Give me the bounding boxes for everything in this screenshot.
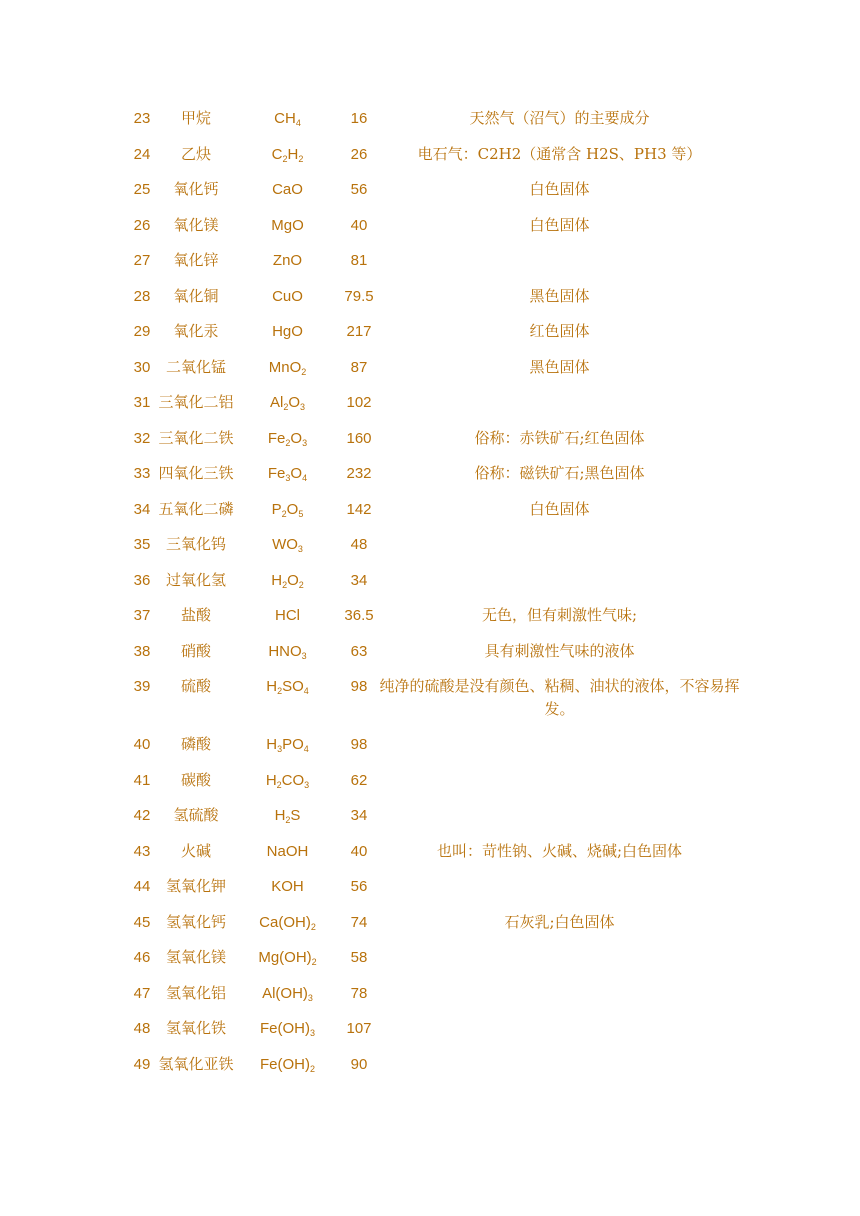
table-row [128,869,740,905]
formula-text: Fe(OH) [259,1020,310,1037]
formula-text: NaOH [266,842,309,860]
chemical-formula [236,675,339,698]
compound-note: 白色固体 [529,215,590,234]
table-row [128,940,740,976]
molar-mass: 98 [350,678,368,695]
formula-text: ZnO [272,252,303,269]
table-row [128,834,740,870]
compound-name: 氧化汞 [173,322,219,340]
chemical-formula [236,533,339,556]
row-number: 39 [133,678,151,695]
row-number: 23 [133,110,151,127]
compound-note: 白色固体 [529,499,590,518]
formula-subscript: 3 [297,544,303,554]
table-row [128,385,740,421]
compound-note: 石灰乳;白色固体 [504,912,615,931]
formula-text: CuO [272,287,303,305]
table-row [128,243,740,279]
chemical-formula [236,178,339,201]
formula-text: O [290,465,303,482]
molar-mass: 81 [350,252,368,269]
formula-subscript: 3 [300,402,306,412]
chemical-formula [236,911,339,934]
row-number: 26 [133,216,151,234]
compound-name: 火碱 [180,841,211,860]
formula-text: C [271,145,283,163]
molar-mass: 87 [350,358,368,376]
row-number: 34 [133,500,151,518]
table-row [128,727,740,763]
molar-mass: 26 [350,145,368,163]
compound-name: 氧化锌 [173,251,219,269]
formula-subscript: 3 [307,992,313,1003]
compound-note: 无色，但有刺激性气味; [481,606,638,624]
formula-subscript: 2 [311,957,317,967]
compound-note: 俗称：赤铁矿石;红色固体 [474,428,645,447]
chemical-formula [236,1053,339,1076]
formula-text: PO [282,736,304,753]
row-number: 45 [133,913,151,931]
row-number: 49 [133,1055,151,1073]
compound-name: 氧化镁 [173,215,219,234]
table-row [128,798,740,834]
table-row [128,314,740,350]
compound-name: 氢氧化铁 [165,1019,226,1037]
formula-text: CO [281,771,305,789]
row-number: 28 [133,287,151,305]
row-number: 32 [133,429,151,447]
chemical-formula [236,249,339,272]
chemical-formula [236,1017,339,1040]
formula-text: CH [274,110,296,127]
formula-text: H [265,771,277,789]
formula-text: O [288,394,300,411]
formula-subscript: 2 [310,921,316,932]
compound-name: 氧化钙 [173,180,219,198]
formula-subscript: 3 [302,437,308,448]
table-row [128,350,740,386]
compound-note: 天然气（沼气）的主要成分 [469,109,650,127]
formula-subscript: 2 [282,153,288,164]
formula-text: WO [272,536,298,553]
table-row [128,172,740,208]
formula-text: Fe [267,429,286,447]
row-number: 27 [133,252,151,269]
molar-mass: 74 [350,913,368,931]
compound-note: 黑色固体 [529,357,590,376]
formula-text: O [287,571,299,589]
compound-note: 俗称：磁铁矿石;黑色固体 [474,464,645,482]
compound-name: 三氧化钨 [165,535,226,553]
chemical-formula [236,214,339,237]
compound-name: 氢氧化镁 [165,948,226,966]
formula-subscript: 2 [281,508,287,519]
formula-subscript: 2 [309,1063,315,1074]
formula-subscript: 4 [303,686,309,696]
molar-mass: 78 [350,984,368,1002]
formula-text: Al(OH) [262,984,308,1002]
compound-name: 氢硫酸 [173,806,219,824]
chemical-formula [236,498,339,521]
compound-name: 氢氧化钾 [165,877,226,895]
row-number: 42 [133,807,151,824]
formula-subscript: 3 [304,779,310,790]
formula-text: SO [282,678,304,695]
table-row [128,101,740,137]
formula-text: HCl [275,607,300,624]
chemical-table [128,101,740,1082]
molar-mass: 36.5 [344,607,374,624]
formula-text: H [274,807,286,824]
molar-mass: 90 [350,1055,368,1073]
formula-subscript: 2 [298,153,304,164]
formula-text: HgO [272,323,303,340]
compound-note: 黑色固体 [529,286,590,305]
row-number: 25 [133,181,151,198]
formula-subscript: 3 [301,650,307,661]
molar-mass: 48 [350,536,368,553]
table-row [128,279,740,315]
molar-mass: 102 [346,394,372,411]
row-number: 41 [133,771,151,789]
chemical-formula [236,733,339,756]
molar-mass: 63 [350,642,368,660]
chemical-formula [236,604,339,627]
chemical-formula [236,391,339,414]
row-number: 48 [133,1020,151,1037]
molar-mass: 232 [346,465,372,482]
chemical-formula [236,320,339,343]
chemical-formula [236,143,339,166]
table-row [128,492,740,528]
compound-note: 具有刺激性气味的液体 [484,641,635,660]
compound-name: 三氧化二铝 [158,393,234,411]
molar-mass: 62 [350,771,368,789]
molar-mass: 142 [346,500,372,518]
chemical-formula [236,640,339,663]
formula-subscript: 2 [301,366,307,377]
table-row [128,1011,740,1047]
formula-text: MgO [271,216,304,234]
compound-name: 盐酸 [180,606,211,624]
molar-mass: 40 [350,842,368,860]
row-number: 40 [133,736,151,753]
compound-name: 乙炔 [180,144,211,163]
formula-text: P [271,500,282,518]
formula-subscript: 3 [285,473,291,483]
molar-mass: 16 [350,110,368,127]
chemical-formula [236,462,339,485]
formula-text: KOH [271,878,304,895]
table-row [128,421,740,457]
formula-subscript: 2 [285,437,291,448]
formula-text: H [271,571,283,589]
formula-text: Ca(OH) [259,913,311,931]
row-number: 30 [133,358,151,376]
row-number: 36 [133,571,151,589]
compound-name: 三氧化二铁 [158,428,234,447]
formula-subscript: 4 [303,744,309,754]
table-row [128,563,740,599]
table-row [128,456,740,492]
molar-mass: 34 [350,571,368,589]
chemical-formula [236,804,339,827]
row-number: 46 [133,949,151,966]
formula-subscript: 2 [298,579,304,590]
chemical-formula [236,107,339,130]
formula-text: Fe [267,465,286,482]
molar-mass: 79.5 [344,287,374,305]
table-row [128,1047,740,1083]
molar-mass: 58 [350,949,368,966]
formula-text: CaO [272,181,303,198]
table-row [128,905,740,941]
compound-name: 氢氧化亚铁 [158,1054,234,1073]
row-number: 43 [133,842,151,860]
table-row [128,669,740,727]
compound-name: 二氧化锰 [165,357,226,376]
formula-text: O [286,500,299,518]
molar-mass: 56 [350,181,368,198]
formula-text: Fe(OH) [259,1055,310,1073]
chemical-formula [236,946,339,969]
chemical-formula [236,769,339,792]
table-row [128,527,740,563]
table-row [128,634,740,670]
row-number: 35 [133,536,151,553]
chemical-formula [236,569,339,592]
compound-name: 硫酸 [180,677,211,695]
molar-mass: 34 [350,807,368,824]
chemical-formula [236,285,339,308]
formula-subscript: 3 [277,744,283,754]
compound-note: 纯净的硫酸是没有颜色、粘稠、油状的液体，不容易挥发。 [379,677,740,718]
formula-text: S [290,807,301,824]
molar-mass: 160 [346,429,372,447]
formula-text: HNO [268,642,302,660]
table-row [128,137,740,173]
chemical-formula [236,840,339,863]
compound-name: 氢氧化铝 [165,983,226,1002]
formula-text: O [290,429,303,447]
compound-name: 甲烷 [180,109,211,127]
row-number: 37 [133,607,151,624]
molar-mass: 98 [350,736,368,753]
formula-subscript: 2 [283,402,289,412]
formula-text: H [266,678,278,695]
row-number: 33 [133,465,151,482]
compound-note: 也叫：苛性钠、火碱、烧碱;白色固体 [436,841,683,860]
formula-subscript: 5 [298,508,304,519]
formula-subscript: 4 [295,118,301,128]
formula-subscript: 2 [277,686,283,696]
compound-name: 过氧化氢 [165,570,226,589]
chemical-formula [236,982,339,1005]
row-number: 44 [133,878,151,895]
chemical-formula [236,875,339,898]
formula-text: H [266,736,278,753]
row-number: 31 [133,394,151,411]
molar-mass: 217 [346,323,372,340]
chemical-formula [236,427,339,450]
compound-name: 五氧化二磷 [158,499,234,518]
molar-mass: 40 [350,216,368,234]
formula-text: Mg(OH) [258,949,312,966]
compound-note: 红色固体 [529,322,590,340]
compound-name: 磷酸 [180,735,211,753]
formula-subscript: 4 [302,473,308,483]
formula-subscript: 2 [282,579,288,590]
row-number: 29 [133,323,151,340]
compound-name: 氧化铜 [173,286,219,305]
table-row [128,976,740,1012]
compound-name: 碳酸 [180,770,211,789]
table-row [128,208,740,244]
row-number: 24 [133,145,151,163]
chemical-formula [236,356,339,379]
compound-name: 硝酸 [180,641,211,660]
table-row [128,598,740,634]
formula-subscript: 2 [285,815,291,825]
compound-note: 电石气：C2H2（通常含 H2S、PH3 等） [417,144,702,163]
compound-note: 白色固体 [529,180,590,198]
compound-name: 氢氧化钙 [165,912,226,931]
molar-mass: 56 [350,878,368,895]
row-number: 38 [133,642,151,660]
formula-subscript: 2 [276,779,282,790]
formula-text: Al [269,394,284,411]
table-row [128,763,740,799]
formula-text: MnO [268,358,302,376]
molar-mass: 107 [346,1020,372,1037]
row-number: 47 [133,984,151,1002]
compound-name: 四氧化三铁 [158,464,234,482]
formula-subscript: 3 [309,1028,315,1038]
formula-text: H [287,145,299,163]
